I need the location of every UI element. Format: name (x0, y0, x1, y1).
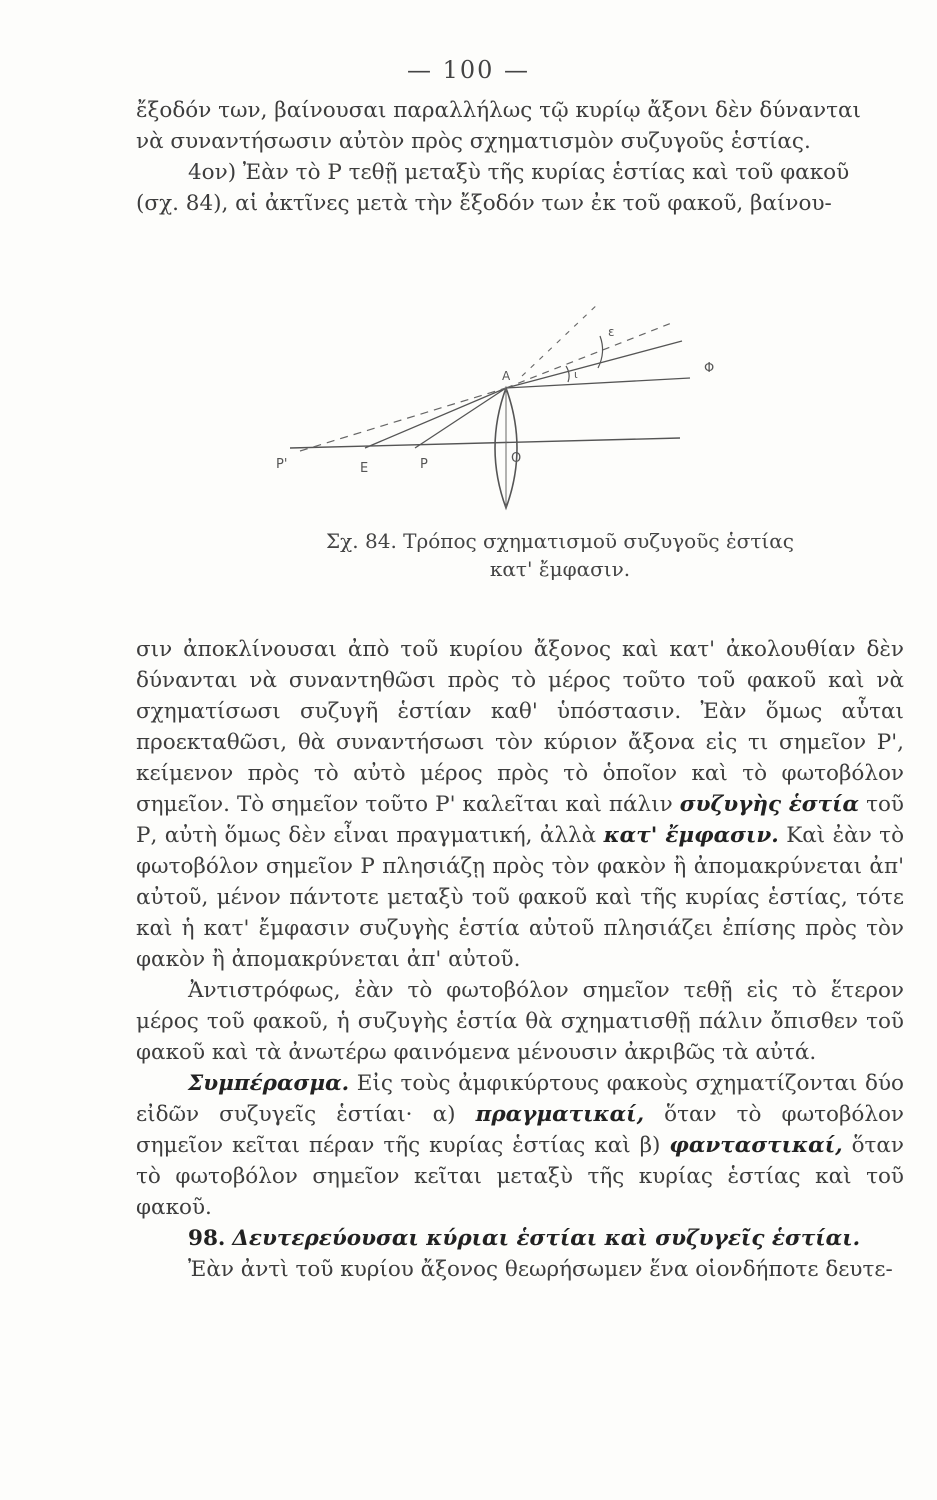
angle-arc-iota (566, 366, 569, 382)
dashed-prolongation-3 (522, 302, 600, 376)
term-virtual: κατ' ἔμφασιν. (603, 823, 779, 848)
ray-from-e (365, 388, 506, 448)
section-title: Δευτερεύουσαι κύριαι ἑστίαι καὶ συζυγεῖς ἑστίαι. (232, 1226, 861, 1251)
label-e: Ε (360, 461, 369, 476)
top-paragraph (136, 95, 904, 219)
page-number: — 100 — (406, 56, 531, 84)
term-conclusion: Συμπέρασμα. (188, 1071, 350, 1096)
term-imaginary: φανταστικαί, (669, 1133, 843, 1158)
caption-line: κατ' ἔμφασιν. (489, 557, 631, 581)
section-heading (136, 1223, 904, 1254)
figure-caption (320, 527, 800, 583)
text-line: (σχ. 84), αἱ ἀκτῖνες μετὰ τὴν ἔξοδόν των ἐκ τοῦ φακοῦ, βαίνου- (136, 191, 832, 216)
term-real: πραγματικαί, (475, 1102, 645, 1127)
text-line: 4ον) Ἐὰν τὸ Ρ τεθῇ μεταξὺ τῆς κυρίας ἑστίας καὶ τοῦ φακοῦ (188, 160, 850, 185)
paragraph: Ἀντιστρόφως, ἐὰν τὸ φωτοβόλον σημεῖον τεθῇ εἰς τὸ ἕτερον μέρος τοῦ φακοῦ, ἡ συζυγὴς ἑστία θὰ σχηματισθῇ πάλιν ὄπισθεν τοῦ φακοῦ καὶ τὰ ἀνωτέρω φαινόμενα μένουσιν ἀκριβῶς τὰ αὐτά. (136, 978, 904, 1065)
ray-from-p (415, 388, 506, 448)
principal-axis (290, 438, 680, 448)
dashed-prolongation-1 (300, 388, 506, 451)
paragraph-text: τοῦ Ρ, αὐτὴ ὅμως δὲν εἶναι πραγματική, ἀλλὰ (136, 792, 904, 848)
lens-diagram (270, 296, 730, 526)
paragraph-text: Καὶ ἐὰν τὸ φωτοβόλον σημεῖον Ρ πλησιάζῃ πρὸς τὸν φακὸν ἢ ἀπομακρύνεται ἀπ' αὐτοῦ, μένον πάντοτε μεταξὺ τοῦ φακοῦ καὶ τῆς κυρίας ἑστίας, τότε καὶ ἡ κατ' ἔμφασιν συζυγὴς ἑστία αὐτοῦ πλησιάζει ἐπίσης πρὸς τὸν φακὸν ἢ ἀπομακρύνεται ἀπ' αὐτοῦ. (136, 823, 905, 972)
dashed-prolongation-2 (506, 322, 674, 388)
label-p-prime: Ρ' (276, 457, 288, 472)
label-epsilon: ε (608, 325, 615, 339)
main-text (136, 634, 904, 1285)
paragraph-text: σιν ἀποκλίνουσαι ἀπὸ τοῦ κυρίου ἄξονος καὶ κατ' ἀκολουθίαν δὲν δύνανται νὰ συναντηθῶσι πρὸς τὸ μέρος τοῦτο τοῦ φακοῦ καὶ νὰ σχηματίσωσι συζυγῆ ἑστίαν καθ' ὑπόστασιν. Ἐὰν ὅμως αὗται προεκταθῶσι, θὰ συναντήσωσι τὸν κύριον ἄξονα εἰς τι σημεῖον Ρ', κείμενον πρὸς τὸ αὐτὸ μέρος πρὸς τὸ ὁποῖον καὶ τὸ φωτοβόλον σημεῖον. Τὸ σημεῖον τοῦτο Ρ' καλεῖται καὶ πάλιν (136, 637, 904, 817)
refracted-ray-2 (506, 341, 682, 388)
paragraph-text: ὅταν τὸ φωτοβόλον σημεῖον κεῖται μεταξὺ τῆς κυρίας ἑστίας καὶ τοῦ φακοῦ. (136, 1133, 904, 1220)
label-p: Ρ (420, 457, 428, 472)
label-a: Α (502, 369, 511, 383)
paragraph-text: ὅταν τὸ φωτοβόλον σημεῖον κεῖται πέραν τῆς κυρίας ἑστίας καὶ β) (136, 1102, 904, 1158)
caption-line: Σχ. 84. Τρόπος σχηματισμοῦ συζυγοῦς ἑστίας (326, 529, 794, 553)
paragraph (136, 1068, 904, 1223)
paragraph-text: Εἰς τοὺς ἀμφικύρτους φακοὺς σχηματίζονται δύο εἰδῶν συζυγεῖς ἑστίαι· α) (136, 1071, 904, 1127)
section-number: 98. (188, 1226, 226, 1251)
paragraph: Ἐὰν ἀντὶ τοῦ κυρίου ἄξονος θεωρήσωμεν ἕνα οἱονδήποτε δευτε- (188, 1257, 893, 1282)
label-iota: ι (574, 368, 578, 381)
paragraph (136, 634, 904, 975)
label-o: Ο (511, 451, 522, 466)
label-phi: Φ (704, 361, 715, 376)
text-line: ἔξοδόν των, βαίνουσαι παραλλήλως τῷ κυρίῳ ἄξονι δὲν δύνανται (136, 98, 861, 123)
text-line: νὰ συναντήσωσιν αὐτὸν πρὸς σχηματισμὸν συζυγοῦς ἑστίας. (136, 129, 811, 154)
term-conjugate-focus: συζυγὴς ἑστία (679, 792, 860, 817)
refracted-ray-1 (506, 378, 690, 388)
